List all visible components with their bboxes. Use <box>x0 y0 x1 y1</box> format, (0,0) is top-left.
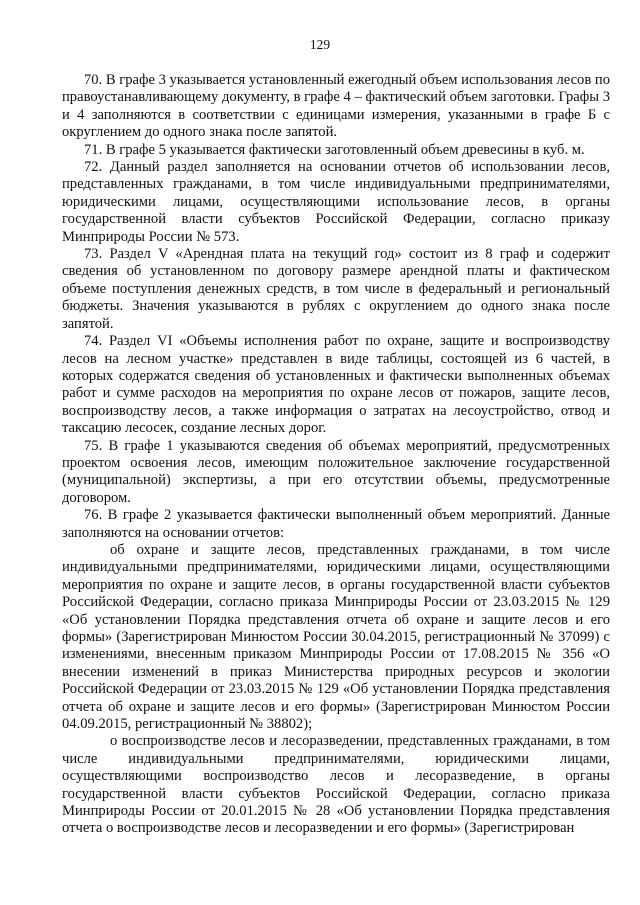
paragraph-76-report-reproduction: о воспроизводстве лесов и лесоразведении, представленных гражданами, в том числе индивидуальными предпринимателями, юридическими лицами, осуществляющими воспроизводство лесов и лесоразведение, в органы государственной власти субъектов Российской Федерации, согласно приказа Минприроды России от 20.01.2015 № 28 «Об установлении Порядка представления отчета о воспроизводстве лесов и лесоразведении и его формы» (Зарегистрирован <box>62 733 610 837</box>
paragraph-73: 73. Раздел V «Арендная плата на текущий год» состоит из 8 граф и содержит сведения об установленном по договору размере арендной платы и фактическом объеме поступления денежных средств, в том числе в федеральный и региональный бюджеты. Значения указываются в рублях с округлением до одного знака после запятой. <box>62 246 610 332</box>
paragraph-72: 72. Данный раздел заполняется на основании отчетов об использовании лесов, представленных гражданами, в том числе индивидуальными предпринимателями, юридическими лицами, осуществляющими использование лесов, в органы государственной власти субъектов Российской Федерации, согласно приказу Минприроды России № 573. <box>62 159 610 245</box>
paragraph-76-report-protection: об охране и защите лесов, представленных гражданами, в том числе индивидуальными предпринимателями, юридическими лицами, осуществляющими мероприятия по охране и защите лесов, в органы государственной власти субъектов Российской Федерации, согласно приказа Минприроды России от 23.03.2015 № 129 «Об установлении Порядка представления отчета об охране и защите лесов и его формы» (Зарегистрирован Минюстом России 30.04.2015, регистрационный № 37099) с изменениями, внесенным приказом Минприроды России от 17.08.2015 № 356 «О внесении изменений в приказ Министерства природных ресурсов и экологии Российской Федерации от 23.03.2015 № 129 «Об установлении Порядка представления отчета об охране и защите лесов и его формы» (Зарегистрирован Минюстом России 04.09.2015, регистрационный № 38802); <box>62 541 610 733</box>
page-number: 129 <box>309 37 331 52</box>
paragraph-70: 70. В графе 3 указывается установленный ежегодный объем использования лесов по правоустанавливающему документу, в графе 4 – фактический объем заготовки. Графы 3 и 4 заполняются в соответствии с единицами измерения, указанными в графе Б с округлением до одного знака после запятой. <box>62 72 611 141</box>
paragraph-74: 74. Раздел VI «Объемы исполнения работ по охране, защите и воспроизводству лесов на лесном участке» представлен в виде таблицы, состоящей из 6 частей, в которых содержатся сведения об установленных и фактически выполненных объемах работ и сумме расходов на мероприятия по охране лесов от пожаров, защите лесов, воспроизводству лесов, а также информация о затратах на лесоустройство, отвод и таксацию лесосек, создание лесных дорог. <box>62 333 610 437</box>
paragraph-76: 76. В графе 2 указывается фактически выполненный объем мероприятий. Данные заполняются на основании отчетов: <box>62 507 610 541</box>
paragraph-71: 71. В графе 5 указывается фактически заготовленный объем древесины в куб. м. <box>84 141 585 158</box>
document-body <box>62 72 610 838</box>
paragraph-75: 75. В графе 1 указываются сведения об объемах мероприятий, предусмотренных проектом освоения лесов, имеющим положительное заключение государственной (муниципальной) экспертизы, а при его отсутствии объемы, предусмотренные договором. <box>62 437 610 506</box>
